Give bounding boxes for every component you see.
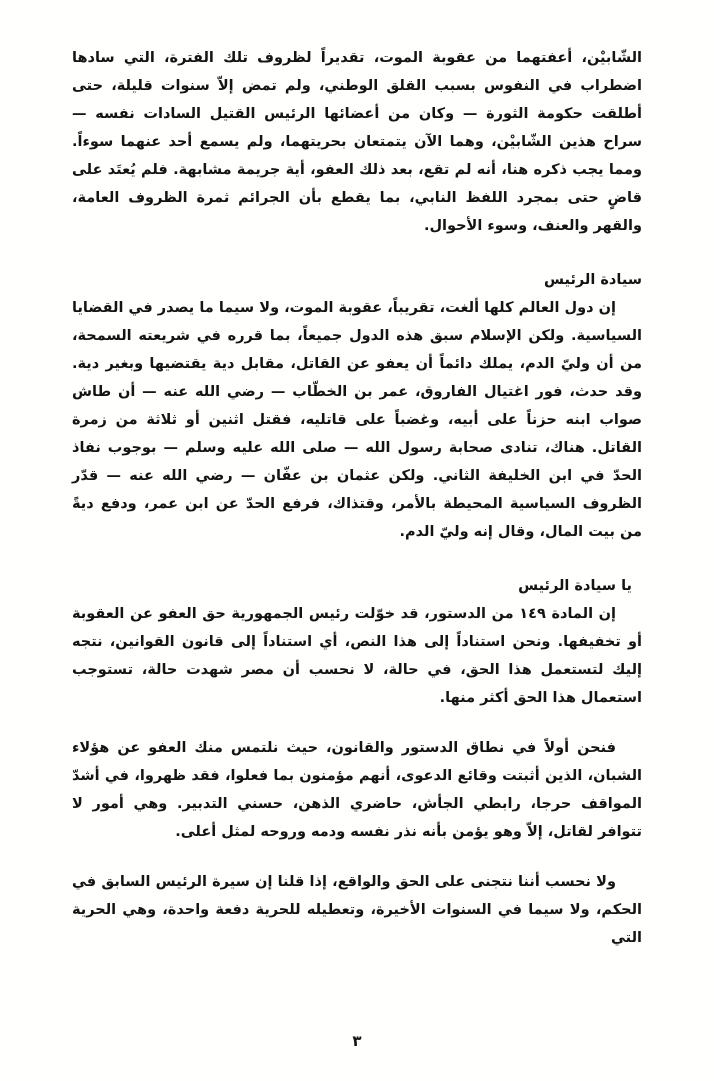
section-heading-o-mr-president: يا سيادة الرئيس <box>518 578 632 594</box>
paragraph-article-149: إن المادة ١٤٩ من الدستور، قد خوّلت رئيس الجمهورية حق العفو عن العقوبة أو تخفيفها. ونحن استناداً إلى هذا النص، أي استناداً إلى قانون القوانين، نتجه إليك لتستعمل هذا الحق، في حالة، لا نحسب أن مصر شهدت حالة، تستوجب استعمال هذا الحق أكثر منها. <box>72 606 642 706</box>
paragraph-death-penalty: إن دول العالم كلها ألغت، تقريباً، عقوبة الموت، ولا سيما ما يصدر في القضايا السياسية. ولكن الإسلام سبق هذه الدول جميعاً، بما قرره في شريعته السمحة، من أن وليّ الدم، يملك دائماً أن يعفو عن القاتل، مقابل دية يقتضيها وبغير دية. وقد حدث، فور اغتيال الفاروق، عمر بن الخطّاب — رضي الله عنه — أن طاش صواب ابنه حزناً على أبيه، وغضباً على قاتليه، فقتل اثنين أو ثلاثة من زمرة القاتل. هناك، تنادى صحابة رسول الله — صلى الله عليه وسلم — بوجوب نفاذ الحدّ في ابن الخليفة الثاني. ولكن عثمان بن عفّان — رضي الله عنه — قدّر الظروف السياسية المحيطة بالأمر، وقتذاك، فرفع الحدّ عن ابن عمر، ودفع ديةً من بيت المال، وقال إنه وليّ الدم. <box>72 300 642 540</box>
page-number: ٣ <box>352 1032 362 1050</box>
text-block <box>72 44 642 952</box>
section-heading-mr-president: سيادة الرئيس <box>544 272 642 288</box>
paragraph-continuation: الشّابيْن، أعفتهما من عقوبة الموت، تقديراً لظروف تلك الفترة، التي سادها اضطراب في النفوس بسبب القلق الوطني، ولم تمض إلاّ سنوات قليلة، حتى أطلقت حكومة الثورة — وكان من أعضائها الرئيس القتيل السادات نفسه — سراح هذين الشّابيْن، وهما الآن يتمتعان بحريتهما، ولم يسمع أحد عنهما سوءاً. ومما يجب ذكره هنا، أنه لم تقع، بعد ذلك العفو، أية جريمة مشابهة. فلم يُعتَد على قاضٍ حتى بمجرد اللفظ النابي، بما يقطع بأن الجرائم ثمرة الظروف العامة، والقهر والعنف، وسوء الأحوال. <box>72 50 642 234</box>
paragraph-plea-for-pardon: فنحن أولاً في نطاق الدستور والقانون، حيث نلتمس منك العفو عن هؤلاء الشبان، الذين أثبتت وقائع الدعوى، أنهم مؤمنون بما فعلوا، فقد ظهروا، في أشدّ المواقف حرجا، رابطي الجأش، حاضري الذهن، حسني التدبير. وهي أمور لا تتوافر لقاتل، إلاّ وهو يؤمن بأنه نذر نفسه ودمه وروحه لمثل أعلى. <box>72 740 642 840</box>
paragraph-closing: ولا نحسب أننا نتجنى على الحق والواقع، إذا قلنا إن سيرة الرئيس السابق في الحكم، ولا سيما في السنوات الأخيرة، وتعطيله للحرية دفعة واحدة، وهي الحرية التي <box>72 874 642 946</box>
